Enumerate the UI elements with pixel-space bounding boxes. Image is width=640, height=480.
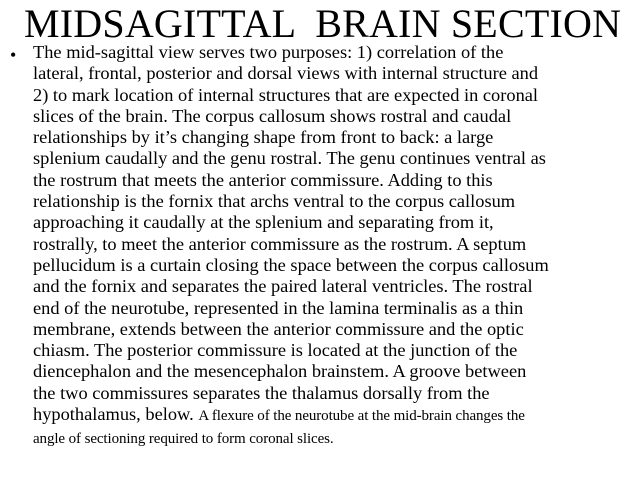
body-paragraph bbox=[33, 42, 635, 451]
body-small-text: A flexure of the neurotube at the mid-brain changes the angle of sectioning required to form coronal slices. bbox=[33, 408, 525, 448]
body-main-text: The mid-sagittal view serves two purposes: 1) correlation of the lateral, frontal, posterior and dorsal views with internal structure and 2) to mark location of internal structures that are expected in coronal slices of the brain. The corpus callosum shows rostral and caudal relationships by it’s changing shape from front to back: a large splenium caudally and the genu rostral. The genu continues ventral as the rostrum that meets the anterior commissure. Adding to this relationship is the fornix that archs ventral to the corpus callosum approaching it caudally at the splenium and separating from it, rostrally, to meet the anterior commissure as the rostrum. A septum pellucidum is a curtain closing the space between the corpus callosum and the fornix and separates the paired lateral ventricles. The rostral end of the neurotube, represented in the lamina terminalis as a thin membrane, extends between the anterior commissure and the optic chiasm. The posterior commissure is located at the junction of the diencephalon and the mesencephalon brainstem. A groove between the two commissures separates the thalamus dorsally from the hypothalamus, below. bbox=[33, 42, 549, 425]
bullet-icon: • bbox=[10, 45, 17, 65]
slide-title: MIDSAGITTAL BRAIN SECTION bbox=[24, 1, 622, 46]
